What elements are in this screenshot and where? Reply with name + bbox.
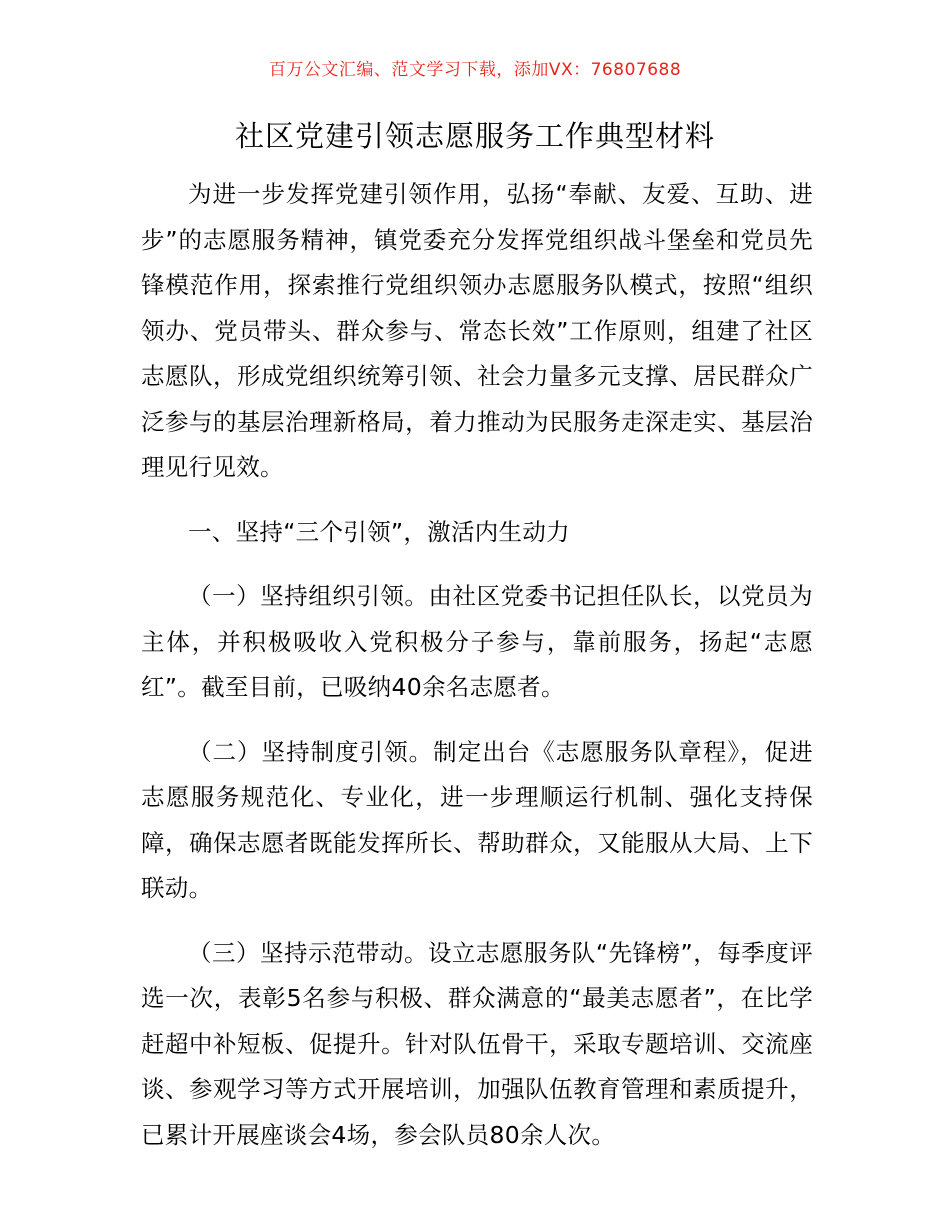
paragraph-system-lead: （二）坚持制度引领。制定出台《志愿服务队章程》，促进志愿服务规范化、专业化，进一步理顺运行机制、强化支持保障，确保志愿者既能发挥所长、帮助群众，又能服从大局、上下联动。: [141, 737, 813, 902]
paragraph-demonstration: （三）坚持示范带动。设立志愿服务队“先锋榜”，每季度评选一次，表彰5名参与积极、群众满意的“最美志愿者”，在比学赶超中补短板、促提升。针对队伍骨干，采取专题培训、交流座谈、参观学习等方式开展培训，加强队伍教育管理和素质提升，已累计开展座谈会4场，参会队员80余人次。: [141, 938, 813, 1149]
paragraph-organization-lead: （一）坚持组织引领。由社区党委书记担任队长，以党员为主体，并积极吸收入党积极分子参与，靠前服务，扬起“志愿红”。截至目前，已吸纳40余名志愿者。: [141, 582, 813, 701]
document-body: [141, 172, 813, 1158]
intro-paragraph: 为进一步发挥党建引领作用，弘扬“奉献、友爱、互助、进步”的志愿服务精神，镇党委充分发挥党组织战斗堡垒和党员先锋模范作用，探索推行党组织领办志愿服务队模式，按照“组织领办、党员带头、群众参与、常态长效”工作原则，组建了社区志愿队，形成党组织统筹引领、社会力量多元支撑、居民群众广泛参与的基层治理新格局，着力推动为民服务走深走实、基层治理见行见效。: [141, 180, 813, 481]
section-heading-1: 一、坚持“三个引领”，激活内生动力: [188, 517, 570, 546]
document-title: 社区党建引领志愿服务工作典型材料: [234, 119, 715, 153]
watermark-banner: 百万公文汇编、范文学习下载，添加VX：76807688: [268, 60, 682, 80]
